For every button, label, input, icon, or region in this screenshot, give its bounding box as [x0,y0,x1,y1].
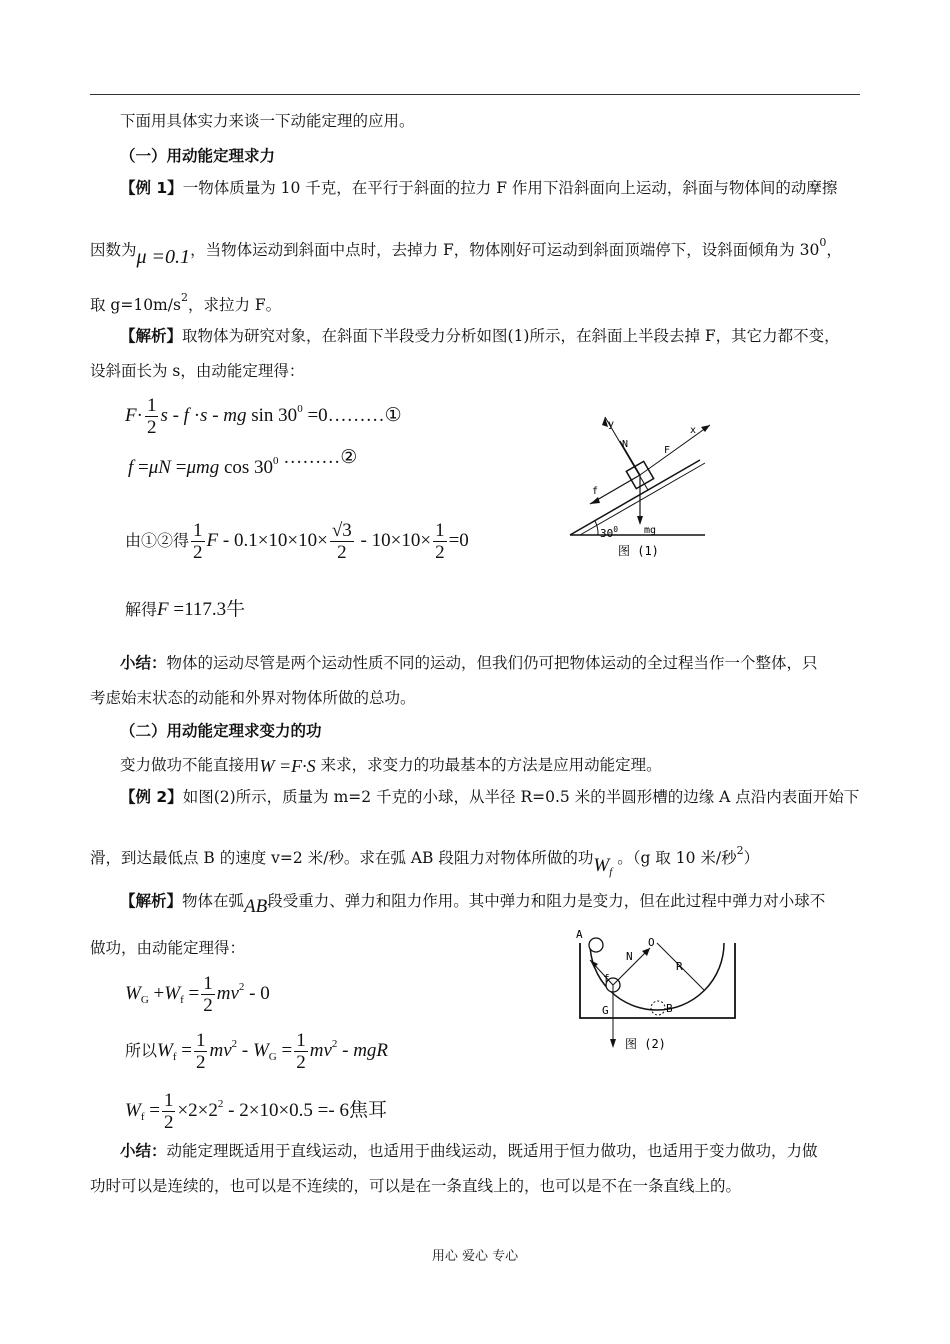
section-2-line-1: 变力做功不能直接用W =F·S 来求，求变力的功最基本的方法是应用动能定理。 [120,756,662,776]
label-f: f [592,486,599,497]
summary-2-line-2: 功时可以是连续的，也可以是不连续的，可以是在一条直线上的，也可以是不在一条直线上的。 [90,1177,742,1195]
figure-1-incline-diagram [560,405,710,565]
label-y: y [608,419,615,430]
example-1-line-1: 【例 1】一物体质量为 10 千克，在平行于斜面的拉力 F 作用下沿斜面向上运动，斜面与物体间的动摩擦 [120,179,838,197]
page-footer: 用心 爱心 专心 [431,1249,519,1264]
equation-6: 所以$W_f$ = $\frac{1}{2}$ $mv^2 - W_G$ = $\frac{1}{2}$ $mv^2$ - mgR [125,1030,389,1073]
example-1-line-3: 取 $g=10m/s^2$，求拉力 F。 [90,291,282,314]
label-B: B [666,1002,673,1015]
example-2-tag: 【例 2】 [120,788,183,806]
label-N: N [626,950,633,963]
label-O: O [648,936,655,949]
solution-2-line-1: 【解析】物体在弧AB段受重力、弹力和阻力作用。其中弹力和阻力是变力，但在此过程中弹力对小球不 [120,892,826,917]
equation-3: 由①②得 $\frac{1}{2}$ F - 0.1×10×10× $\frac{√3}{2}$ - 10×10× $\frac{1}{2}$ =0 [125,520,469,563]
equation-1: F· $\frac{1}{2}$ s - f ·s - mg $\sin 30^0$ =0………① [125,395,402,438]
figure-1-caption: 图 (1) [618,544,659,558]
summary-2-tag: 小结： [120,1142,167,1160]
label-mg: mg [644,525,657,536]
ball-at-B [651,1001,665,1015]
equation-5: $W_G +W_f$ = $\frac{1}{2}$ $mv^2 - 0$ [125,973,270,1016]
summary-1-line-1: 小结：物体的运动尽管是两个运动性质不同的运动，但我们仍可把物体运动的全过程当作一个整体，只 [120,654,818,672]
x-axis-line [640,425,710,475]
figure-2-caption: 图 (2) [625,1037,666,1051]
equation-2: f =μN =μmg $\cos 30^0$ ………② [128,447,358,478]
label-N: N [622,439,629,450]
figure-2-semicircle-diagram [570,928,745,1058]
equation-4: 解得F =117.3牛 [125,599,246,620]
solution-2-line-2: 做功，由动能定理得： [90,939,246,957]
equation-7: $W_f$ = $\frac{1}{2}$ $\times 2\times 2^2 - 2\times 10\times 0.5 =- 6$焦耳 [125,1090,387,1133]
gravity-arrowhead [610,1039,616,1048]
label-R: R [676,960,683,973]
summary-1-tag: 小结： [120,654,167,672]
semicircle-groove [590,943,724,1010]
solution-1-line-2: 设斜面长为 s，由动能定理得： [90,362,305,380]
section-2-title: （二）用动能定理求变力的功 [120,722,322,740]
summary-1-line-2: 考虑始末状态的动能和外界对物体所做的总功。 [90,689,416,707]
example-2-line-2: 滑，到达最低点 B 的速度 v=2 米/秒。求在弧 AB 段阻力对物体所做的功$W_f$ 。（g 取 10 米/秒$^2$） [90,844,760,878]
label-angle: $30^0$ [600,525,619,540]
mu-expression: μ =0.1 [136,246,191,268]
example-2-line-1: 【例 2】如图(2)所示，质量为 m=2 千克的小球，从半径 R=0.5 米的半圆形槽的边缘 A 点沿内表面开始下 [120,788,860,806]
friction-arrowhead [590,497,600,504]
solution-1-tag: 【解析】 [120,327,183,345]
label-F: F [664,445,671,456]
intro-text: 下面用具体实力来谈一下动能定理的应用。 [120,112,415,130]
label-G: G [602,1004,609,1017]
section-1-title: （一）用动能定理求力 [120,147,276,165]
solution-2-tag: 【解析】 [120,892,183,910]
example-1-line-2: 因数为μ =0.1，当物体运动到斜面中点时，去掉力 F，物体刚好可运动到斜面顶端停下，设斜面倾角为 $30^0$， [90,236,842,268]
gravity-arrowhead [637,516,643,525]
label-A: A [576,928,583,941]
label-f: f [603,972,610,985]
ball-at-A [589,938,603,952]
example-1-tag: 【例 1】 [120,179,183,197]
summary-2-line-1: 小结：动能定理既适用于直线运动，也适用于曲线运动，既适用于恒力做功，也适用于变力做功，力做 [120,1142,818,1160]
angle-arc [595,521,598,535]
label-x: x [690,425,697,436]
header-rule [90,94,860,95]
solution-1-line-1: 【解析】取物体为研究对象，在斜面下半段受力分析如图(1)所示，在斜面上半段去掉 F，其它力都不变， [120,327,840,345]
